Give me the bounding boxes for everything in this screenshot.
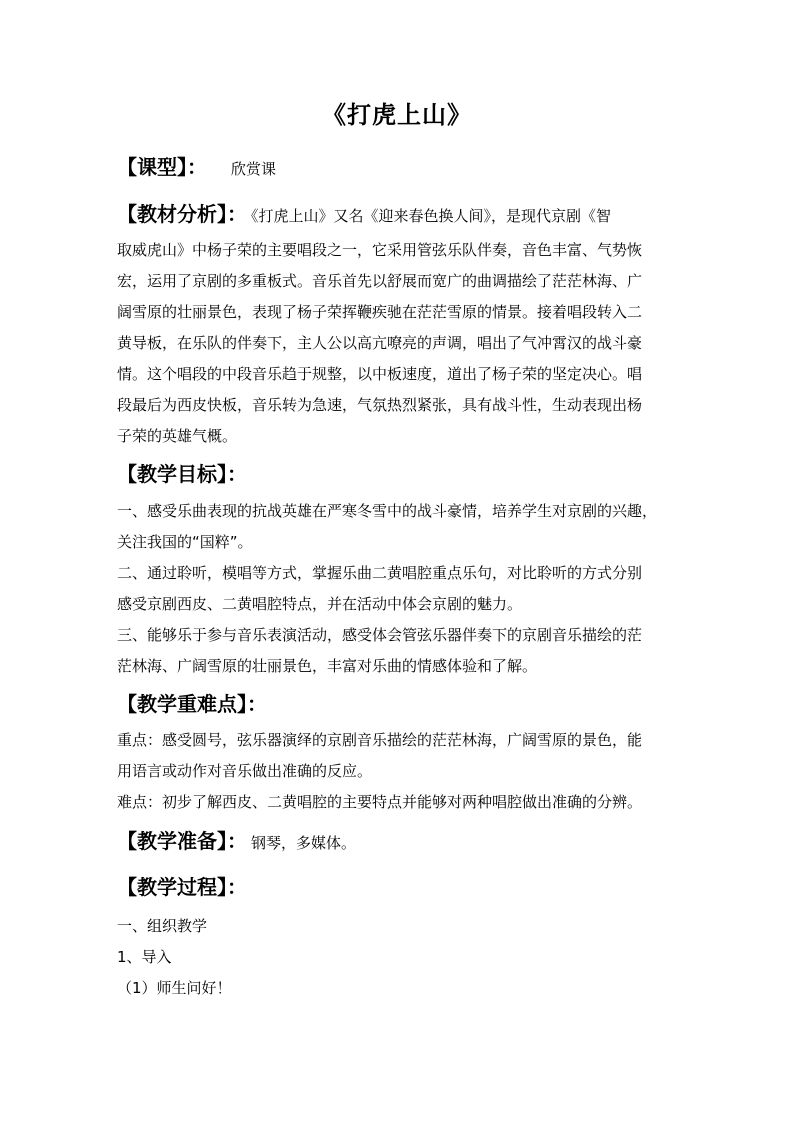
preparation-row xyxy=(117,827,356,857)
course-type-row xyxy=(117,153,276,183)
material-analysis-line: 情。这个唱段的中段音乐趋于规整，以中板速度，道出了杨子荣的坚定决心。唱 xyxy=(117,365,643,383)
process-line: （1）师生问好！ xyxy=(117,979,232,997)
material-analysis-line: 阔雪原的壮丽景色，表现了杨子荣挥鞭疾驰在茫茫雪原的情景。接着唱段转入二 xyxy=(117,303,643,321)
material-analysis-line: 《打虎上山》又名《迎来春色换人间》，是现代京剧《智 xyxy=(251,207,612,225)
key-points-line: 难点：初步了解西皮、二黄唱腔的主要特点并能够对两种唱腔做出准确的分辨。 xyxy=(117,793,643,811)
process-heading: 【教学过程】： xyxy=(117,875,247,899)
process-line: 1、导入 xyxy=(117,948,172,966)
teaching-goals-line: 茫林海、广阔雪原的壮丽景色，丰富对乐曲的情感体验和了解。 xyxy=(117,657,538,675)
preparation-label: 【教学准备】： xyxy=(117,829,247,853)
key-points-heading: 【教学重难点】： xyxy=(117,692,267,716)
material-analysis-label: 【教材分析】： xyxy=(117,202,247,226)
material-analysis-row xyxy=(117,200,611,230)
teaching-goals-line: 二、通过聆听，模唱等方式，掌握乐曲二黄唱腔重点乐句，对比聆听的方式分别 xyxy=(117,564,643,582)
material-analysis-line: 宏，运用了京剧的多重板式。音乐首先以舒展而宽广的曲调描绘了茫茫林海、广 xyxy=(117,272,643,290)
teaching-goals-line: 一、感受乐曲表现的抗战英雄在严寒冬雪中的战斗豪情，培养学生对京剧的兴趣， xyxy=(117,502,658,520)
process-line: 一、组织教学 xyxy=(117,917,208,935)
teaching-goals-heading: 【教学目标】： xyxy=(117,462,247,486)
teaching-goals-line: 感受京剧西皮、二黄唱腔特点，并在活动中体会京剧的魅力。 xyxy=(117,595,523,613)
material-analysis-line: 黄导板，在乐队的伴奏下，主人公以高亢嘹亮的声调，唱出了气冲霄汉的战斗豪 xyxy=(117,334,643,352)
course-type-label: 【课型】： xyxy=(117,155,207,179)
key-points-line: 重点：感受圆号，弦乐器演绎的京剧音乐描绘的茫茫林海，广阔雪原的景色，能 xyxy=(117,731,643,749)
material-analysis-line: 取威虎山》中杨子荣的主要唱段之一，它采用管弦乐队伴奏，音色丰富、气势恢 xyxy=(117,241,643,259)
course-type-value: 欣赏课 xyxy=(231,160,277,178)
key-points-line: 用语言或动作对音乐做出准确的反应。 xyxy=(117,762,373,780)
teaching-goals-line: 关注我国的“国粹”。 xyxy=(117,533,253,551)
document-title: 《打虎上山》 xyxy=(322,101,472,129)
material-analysis-line: 段最后为西皮快板，音乐转为急速，气氛热烈紧张，具有战斗性，生动表现出杨 xyxy=(117,396,643,414)
preparation-value: 钢琴，多媒体。 xyxy=(251,834,357,852)
teaching-goals-line: 三、能够乐于参与音乐表演活动，感受体会管弦乐器伴奏下的京剧音乐描绘的茫 xyxy=(117,626,643,644)
material-analysis-line: 子荣的英雄气概。 xyxy=(117,427,238,445)
